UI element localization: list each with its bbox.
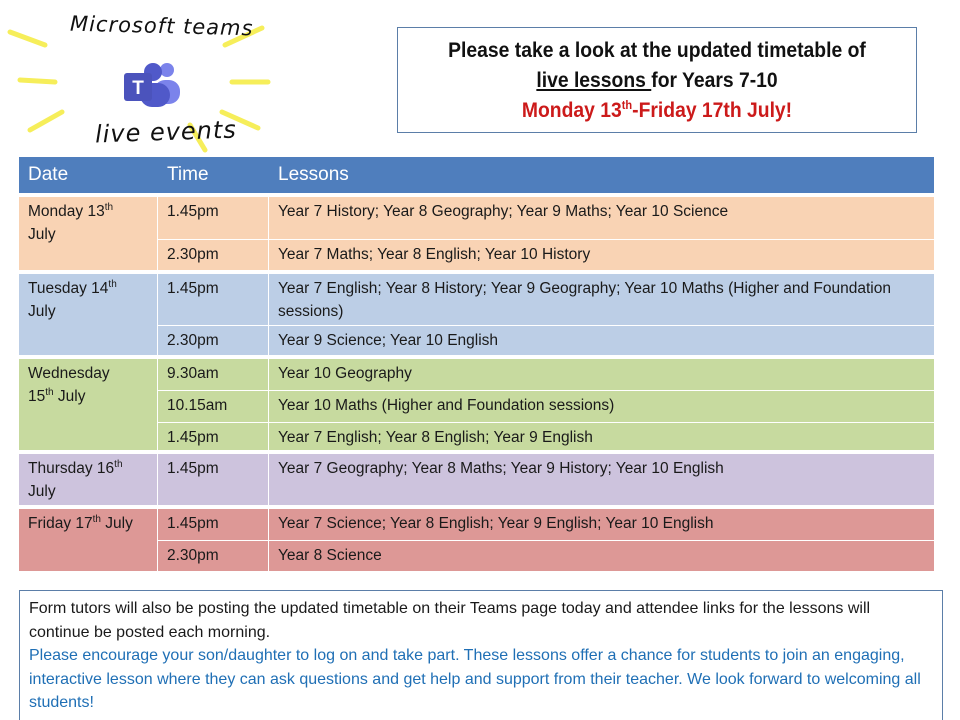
lessons-cell: Year 7 Maths; Year 8 English; Year 10 History bbox=[278, 246, 591, 263]
time-cell: 1.45pm bbox=[167, 429, 219, 446]
lessons-cell: Year 7 History; Year 8 Geography; Year 9 Maths; Year 10 Science bbox=[278, 203, 729, 220]
time-cell: 9.30am bbox=[167, 365, 219, 382]
header-date: Date bbox=[28, 164, 69, 185]
headline-date-start: Monday 13 bbox=[521, 99, 622, 122]
date-cell: Monday 13th July bbox=[28, 201, 114, 243]
time-cell: 10.15am bbox=[167, 397, 228, 414]
logo-subtitle: live events bbox=[94, 115, 238, 149]
day-block-thursday bbox=[19, 454, 934, 505]
headline-date-sup: th bbox=[621, 98, 633, 112]
time-cell: 2.30pm bbox=[167, 332, 219, 349]
note-tutors-text: Form tutors will also be posting the updated timetable on their Teams page today and attendee links for the lessons will continue be posted each morning. bbox=[29, 600, 871, 641]
date-cell: Tuesday 14th July bbox=[28, 278, 117, 320]
time-cell: 1.45pm bbox=[167, 515, 219, 532]
time-cell: 1.45pm bbox=[167, 280, 219, 297]
header-lessons: Lessons bbox=[278, 164, 349, 185]
teams-icon bbox=[118, 60, 188, 110]
lessons-cell: Year 7 Geography; Year 8 Maths; Year 9 History; Year 10 English bbox=[278, 460, 724, 477]
teams-live-events-logo bbox=[0, 0, 300, 160]
lessons-cell: Year 10 Maths (Higher and Foundation sessions) bbox=[278, 397, 615, 414]
time-cell: 2.30pm bbox=[167, 547, 219, 564]
date-cell: Thursday 16th July bbox=[28, 458, 123, 500]
time-cell: 1.45pm bbox=[167, 203, 219, 220]
logo-title: Microsoft teams bbox=[69, 11, 254, 41]
lessons-cell: Year 8 Science bbox=[278, 547, 382, 564]
lessons-cell: Year 7 Science; Year 8 English; Year 9 English; Year 10 English bbox=[278, 515, 714, 532]
live-lessons-text: live lessons bbox=[536, 69, 652, 92]
lessons-cell: Year 10 Geography bbox=[278, 365, 412, 382]
time-cell: 1.45pm bbox=[167, 460, 219, 477]
header-time: Time bbox=[167, 164, 209, 185]
date-cell: Wednesday 15th July bbox=[28, 365, 110, 405]
time-cell: 2.30pm bbox=[167, 246, 219, 263]
day-block-wednesday bbox=[19, 359, 934, 450]
headline-date-end: -Friday 17th July! bbox=[632, 99, 793, 122]
headline-line2 bbox=[419, 66, 896, 96]
lessons-cell: Year 7 English; Year 8 History; Year 9 Geography; Year 10 Maths (Higher and Foundation sessions) bbox=[278, 280, 891, 320]
lessons-cell: Year 9 Science; Year 10 English bbox=[278, 332, 499, 349]
info-note bbox=[19, 590, 943, 720]
date-cell: Friday 17th July bbox=[28, 513, 133, 532]
headline-line1: Please take a look at the updated timetable of bbox=[448, 39, 866, 62]
table-header bbox=[19, 157, 934, 193]
lessons-cell: Year 7 English; Year 8 English; Year 9 English bbox=[278, 429, 593, 446]
headline-years-text: for Years 7-10 bbox=[651, 69, 778, 92]
headline-box bbox=[397, 27, 917, 133]
day-block-tuesday bbox=[19, 274, 934, 355]
note-encourage-text: Please encourage your son/daughter to log on and take part. These lessons offer a chance for students to join an engaging, interactive lesson where they can ask questions and get help and support from their teacher. We look forward to welcoming all students! bbox=[29, 647, 921, 711]
day-block-friday bbox=[19, 509, 934, 571]
headline-dates bbox=[419, 96, 896, 126]
day-block-monday bbox=[19, 197, 934, 270]
svg-text:T: T bbox=[132, 78, 144, 99]
